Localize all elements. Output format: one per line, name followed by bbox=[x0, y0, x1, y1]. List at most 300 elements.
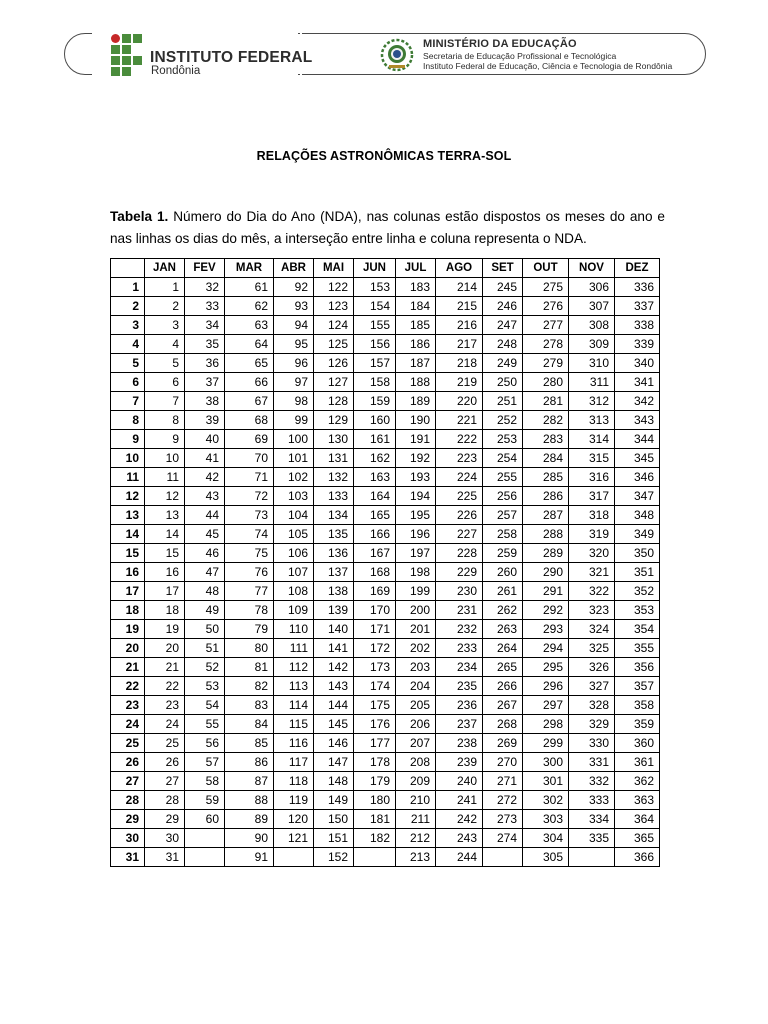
nda-cell: 362 bbox=[615, 772, 660, 791]
nda-cell: 162 bbox=[354, 449, 396, 468]
nda-cell: 114 bbox=[274, 696, 314, 715]
month-header-nov: NOV bbox=[569, 259, 615, 278]
nda-cell: 327 bbox=[569, 677, 615, 696]
nda-cell: 92 bbox=[274, 278, 314, 297]
month-header-jul: JUL bbox=[396, 259, 436, 278]
nda-cell: 341 bbox=[615, 373, 660, 392]
nda-cell: 67 bbox=[225, 392, 274, 411]
table-row bbox=[111, 715, 660, 734]
nda-cell: 253 bbox=[483, 430, 523, 449]
document-title: RELAÇÕES ASTRONÔMICAS TERRA-SOL bbox=[256, 149, 512, 163]
day-label: 1 bbox=[111, 278, 145, 297]
day-label: 13 bbox=[111, 506, 145, 525]
nda-cell: 35 bbox=[185, 335, 225, 354]
nda-cell: 24 bbox=[145, 715, 185, 734]
nda-cell: 296 bbox=[523, 677, 569, 696]
nda-cell: 98 bbox=[274, 392, 314, 411]
nda-cell: 33 bbox=[185, 297, 225, 316]
nda-cell: 251 bbox=[483, 392, 523, 411]
nda-cell: 294 bbox=[523, 639, 569, 658]
nda-cell: 230 bbox=[436, 582, 483, 601]
nda-cell: 275 bbox=[523, 278, 569, 297]
nda-cell: 332 bbox=[569, 772, 615, 791]
table-row bbox=[111, 696, 660, 715]
nda-cell: 75 bbox=[225, 544, 274, 563]
nda-cell: 74 bbox=[225, 525, 274, 544]
nda-cell: 102 bbox=[274, 468, 314, 487]
table-row bbox=[111, 411, 660, 430]
nda-cell: 90 bbox=[225, 829, 274, 848]
nda-cell: 100 bbox=[274, 430, 314, 449]
nda-cell: 99 bbox=[274, 411, 314, 430]
nda-cell: 267 bbox=[483, 696, 523, 715]
nda-cell: 2 bbox=[145, 297, 185, 316]
nda-cell: 106 bbox=[274, 544, 314, 563]
nda-cell: 284 bbox=[523, 449, 569, 468]
day-label: 24 bbox=[111, 715, 145, 734]
day-label: 11 bbox=[111, 468, 145, 487]
nda-cell: 118 bbox=[274, 772, 314, 791]
nda-cell: 357 bbox=[615, 677, 660, 696]
nda-cell: 127 bbox=[314, 373, 354, 392]
secretariat-line: Secretaria de Educação Profissional e Tecnológica bbox=[423, 51, 617, 61]
nda-cell: 22 bbox=[145, 677, 185, 696]
nda-cell: 344 bbox=[615, 430, 660, 449]
nda-cell: 331 bbox=[569, 753, 615, 772]
nda-cell: 143 bbox=[314, 677, 354, 696]
nda-cell: 72 bbox=[225, 487, 274, 506]
table-row bbox=[111, 506, 660, 525]
nda-cell: 46 bbox=[185, 544, 225, 563]
nda-cell: 266 bbox=[483, 677, 523, 696]
nda-cell: 160 bbox=[354, 411, 396, 430]
nda-cell: 227 bbox=[436, 525, 483, 544]
nda-cell: 310 bbox=[569, 354, 615, 373]
nda-cell: 363 bbox=[615, 791, 660, 810]
nda-cell: 300 bbox=[523, 753, 569, 772]
nda-cell: 337 bbox=[615, 297, 660, 316]
nda-cell: 7 bbox=[145, 392, 185, 411]
nda-cell: 65 bbox=[225, 354, 274, 373]
nda-cell: 309 bbox=[569, 335, 615, 354]
nda-cell: 166 bbox=[354, 525, 396, 544]
nda-cell: 348 bbox=[615, 506, 660, 525]
nda-cell: 330 bbox=[569, 734, 615, 753]
nda-cell: 233 bbox=[436, 639, 483, 658]
nda-cell: 265 bbox=[483, 658, 523, 677]
nda-cell: 84 bbox=[225, 715, 274, 734]
nda-cell: 359 bbox=[615, 715, 660, 734]
nda-cell: 361 bbox=[615, 753, 660, 772]
nda-cell: 319 bbox=[569, 525, 615, 544]
table-row bbox=[111, 487, 660, 506]
nda-cell: 185 bbox=[396, 316, 436, 335]
day-label: 16 bbox=[111, 563, 145, 582]
table-row bbox=[111, 734, 660, 753]
nda-cell: 23 bbox=[145, 696, 185, 715]
nda-cell: 21 bbox=[145, 658, 185, 677]
nda-cell: 141 bbox=[314, 639, 354, 658]
nda-cell: 132 bbox=[314, 468, 354, 487]
nda-cell: 105 bbox=[274, 525, 314, 544]
day-label: 20 bbox=[111, 639, 145, 658]
nda-cell: 112 bbox=[274, 658, 314, 677]
nda-cell: 93 bbox=[274, 297, 314, 316]
nda-cell: 285 bbox=[523, 468, 569, 487]
nda-cell: 242 bbox=[436, 810, 483, 829]
nda-cell: 121 bbox=[274, 829, 314, 848]
day-label: 17 bbox=[111, 582, 145, 601]
nda-cell: 209 bbox=[396, 772, 436, 791]
day-label: 15 bbox=[111, 544, 145, 563]
nda-cell: 159 bbox=[354, 392, 396, 411]
nda-cell: 364 bbox=[615, 810, 660, 829]
nda-cell: 340 bbox=[615, 354, 660, 373]
day-label: 21 bbox=[111, 658, 145, 677]
nda-cell: 311 bbox=[569, 373, 615, 392]
nda-cell: 282 bbox=[523, 411, 569, 430]
nda-cell: 215 bbox=[436, 297, 483, 316]
day-label: 4 bbox=[111, 335, 145, 354]
nda-cell: 116 bbox=[274, 734, 314, 753]
nda-cell: 115 bbox=[274, 715, 314, 734]
nda-cell: 306 bbox=[569, 278, 615, 297]
nda-cell: 17 bbox=[145, 582, 185, 601]
brazil-coat-of-arms-icon bbox=[380, 38, 414, 72]
nda-cell: 64 bbox=[225, 335, 274, 354]
nda-cell: 318 bbox=[569, 506, 615, 525]
nda-cell: 43 bbox=[185, 487, 225, 506]
nda-cell: 170 bbox=[354, 601, 396, 620]
nda-cell: 268 bbox=[483, 715, 523, 734]
nda-cell: 322 bbox=[569, 582, 615, 601]
ministry-block bbox=[423, 38, 672, 71]
nda-cell: 11 bbox=[145, 468, 185, 487]
table-row bbox=[111, 430, 660, 449]
nda-cell: 235 bbox=[436, 677, 483, 696]
month-header-mar: MAR bbox=[225, 259, 274, 278]
table-row bbox=[111, 373, 660, 392]
nda-cell: 13 bbox=[145, 506, 185, 525]
nda-cell: 297 bbox=[523, 696, 569, 715]
nda-cell: 213 bbox=[396, 848, 436, 867]
nda-cell: 135 bbox=[314, 525, 354, 544]
nda-cell: 95 bbox=[274, 335, 314, 354]
nda-cell: 205 bbox=[396, 696, 436, 715]
nda-cell: 241 bbox=[436, 791, 483, 810]
nda-cell: 9 bbox=[145, 430, 185, 449]
nda-cell: 49 bbox=[185, 601, 225, 620]
table-row bbox=[111, 563, 660, 582]
nda-cell: 258 bbox=[483, 525, 523, 544]
nda-cell bbox=[185, 848, 225, 867]
nda-cell: 168 bbox=[354, 563, 396, 582]
nda-cell: 292 bbox=[523, 601, 569, 620]
nda-cell: 256 bbox=[483, 487, 523, 506]
nda-cell: 307 bbox=[569, 297, 615, 316]
nda-cell: 192 bbox=[396, 449, 436, 468]
nda-cell: 180 bbox=[354, 791, 396, 810]
nda-cell: 4 bbox=[145, 335, 185, 354]
nda-cell: 10 bbox=[145, 449, 185, 468]
nda-cell: 269 bbox=[483, 734, 523, 753]
nda-cell: 183 bbox=[396, 278, 436, 297]
nda-cell: 78 bbox=[225, 601, 274, 620]
nda-cell: 129 bbox=[314, 411, 354, 430]
nda-cell: 136 bbox=[314, 544, 354, 563]
day-label: 29 bbox=[111, 810, 145, 829]
month-header-set: SET bbox=[483, 259, 523, 278]
nda-cell: 145 bbox=[314, 715, 354, 734]
nda-cell: 89 bbox=[225, 810, 274, 829]
nda-cell: 96 bbox=[274, 354, 314, 373]
nda-cell: 325 bbox=[569, 639, 615, 658]
nda-cell: 229 bbox=[436, 563, 483, 582]
nda-cell: 219 bbox=[436, 373, 483, 392]
nda-cell: 148 bbox=[314, 772, 354, 791]
nda-cell: 138 bbox=[314, 582, 354, 601]
nda-cell: 37 bbox=[185, 373, 225, 392]
nda-cell: 8 bbox=[145, 411, 185, 430]
nda-cell: 274 bbox=[483, 829, 523, 848]
nda-cell: 317 bbox=[569, 487, 615, 506]
nda-cell: 184 bbox=[396, 297, 436, 316]
nda-cell: 216 bbox=[436, 316, 483, 335]
nda-cell: 26 bbox=[145, 753, 185, 772]
nda-cell: 298 bbox=[523, 715, 569, 734]
day-label: 28 bbox=[111, 791, 145, 810]
nda-cell: 260 bbox=[483, 563, 523, 582]
nda-cell: 277 bbox=[523, 316, 569, 335]
nda-cell: 279 bbox=[523, 354, 569, 373]
day-label: 7 bbox=[111, 392, 145, 411]
nda-cell: 249 bbox=[483, 354, 523, 373]
nda-cell: 41 bbox=[185, 449, 225, 468]
nda-cell: 52 bbox=[185, 658, 225, 677]
nda-cell: 47 bbox=[185, 563, 225, 582]
nda-cell: 231 bbox=[436, 601, 483, 620]
nda-cell: 271 bbox=[483, 772, 523, 791]
day-label: 19 bbox=[111, 620, 145, 639]
nda-cell: 347 bbox=[615, 487, 660, 506]
nda-cell: 32 bbox=[185, 278, 225, 297]
nda-cell: 255 bbox=[483, 468, 523, 487]
nda-cell: 62 bbox=[225, 297, 274, 316]
nda-cell: 305 bbox=[523, 848, 569, 867]
nda-cell: 45 bbox=[185, 525, 225, 544]
nda-cell: 28 bbox=[145, 791, 185, 810]
nda-cell: 323 bbox=[569, 601, 615, 620]
nda-cell: 182 bbox=[354, 829, 396, 848]
nda-cell: 193 bbox=[396, 468, 436, 487]
nda-cell: 259 bbox=[483, 544, 523, 563]
nda-cell: 108 bbox=[274, 582, 314, 601]
nda-cell: 29 bbox=[145, 810, 185, 829]
nda-cell: 190 bbox=[396, 411, 436, 430]
nda-cell: 356 bbox=[615, 658, 660, 677]
nda-cell: 191 bbox=[396, 430, 436, 449]
nda-cell: 59 bbox=[185, 791, 225, 810]
table-row bbox=[111, 677, 660, 696]
nda-cell: 186 bbox=[396, 335, 436, 354]
nda-cell: 250 bbox=[483, 373, 523, 392]
nda-cell: 124 bbox=[314, 316, 354, 335]
nda-cell: 111 bbox=[274, 639, 314, 658]
nda-cell: 290 bbox=[523, 563, 569, 582]
nda-cell: 147 bbox=[314, 753, 354, 772]
nda-cell: 83 bbox=[225, 696, 274, 715]
month-header-ago: AGO bbox=[436, 259, 483, 278]
nda-cell: 365 bbox=[615, 829, 660, 848]
nda-cell: 333 bbox=[569, 791, 615, 810]
month-header-jan: JAN bbox=[145, 259, 185, 278]
nda-cell: 156 bbox=[354, 335, 396, 354]
nda-cell: 328 bbox=[569, 696, 615, 715]
nda-cell: 14 bbox=[145, 525, 185, 544]
nda-cell: 202 bbox=[396, 639, 436, 658]
nda-cell: 58 bbox=[185, 772, 225, 791]
nda-cell: 178 bbox=[354, 753, 396, 772]
day-label: 22 bbox=[111, 677, 145, 696]
day-label: 30 bbox=[111, 829, 145, 848]
nda-cell: 157 bbox=[354, 354, 396, 373]
nda-cell: 181 bbox=[354, 810, 396, 829]
nda-cell: 82 bbox=[225, 677, 274, 696]
day-label: 2 bbox=[111, 297, 145, 316]
nda-cell: 16 bbox=[145, 563, 185, 582]
nda-cell: 31 bbox=[145, 848, 185, 867]
month-header-out: OUT bbox=[523, 259, 569, 278]
table-row bbox=[111, 658, 660, 677]
nda-cell: 308 bbox=[569, 316, 615, 335]
nda-cell: 198 bbox=[396, 563, 436, 582]
day-label: 10 bbox=[111, 449, 145, 468]
nda-cell: 12 bbox=[145, 487, 185, 506]
nda-cell: 179 bbox=[354, 772, 396, 791]
nda-cell: 243 bbox=[436, 829, 483, 848]
nda-cell: 264 bbox=[483, 639, 523, 658]
nda-cell: 261 bbox=[483, 582, 523, 601]
table-row bbox=[111, 620, 660, 639]
nda-cell: 262 bbox=[483, 601, 523, 620]
nda-cell: 351 bbox=[615, 563, 660, 582]
nda-cell: 163 bbox=[354, 468, 396, 487]
nda-cell: 140 bbox=[314, 620, 354, 639]
nda-cell: 30 bbox=[145, 829, 185, 848]
if-logo-icon bbox=[111, 34, 145, 76]
nda-cell: 87 bbox=[225, 772, 274, 791]
nda-cell: 326 bbox=[569, 658, 615, 677]
nda-cell: 51 bbox=[185, 639, 225, 658]
nda-cell: 60 bbox=[185, 810, 225, 829]
nda-cell: 130 bbox=[314, 430, 354, 449]
nda-cell: 79 bbox=[225, 620, 274, 639]
nda-cell: 303 bbox=[523, 810, 569, 829]
nda-cell: 113 bbox=[274, 677, 314, 696]
nda-cell: 165 bbox=[354, 506, 396, 525]
nda-cell: 172 bbox=[354, 639, 396, 658]
nda-cell: 164 bbox=[354, 487, 396, 506]
nda-cell: 174 bbox=[354, 677, 396, 696]
nda-cell: 320 bbox=[569, 544, 615, 563]
day-label: 5 bbox=[111, 354, 145, 373]
nda-cell: 222 bbox=[436, 430, 483, 449]
nda-cell: 161 bbox=[354, 430, 396, 449]
nda-cell: 349 bbox=[615, 525, 660, 544]
nda-cell: 18 bbox=[145, 601, 185, 620]
nda-cell: 206 bbox=[396, 715, 436, 734]
day-label: 25 bbox=[111, 734, 145, 753]
day-label: 14 bbox=[111, 525, 145, 544]
nda-cell: 56 bbox=[185, 734, 225, 753]
nda-cell: 27 bbox=[145, 772, 185, 791]
table-row bbox=[111, 582, 660, 601]
nda-cell: 366 bbox=[615, 848, 660, 867]
nda-cell: 69 bbox=[225, 430, 274, 449]
nda-cell: 228 bbox=[436, 544, 483, 563]
nda-cell: 352 bbox=[615, 582, 660, 601]
nda-cell: 110 bbox=[274, 620, 314, 639]
nda-cell: 254 bbox=[483, 449, 523, 468]
day-label: 23 bbox=[111, 696, 145, 715]
nda-cell: 324 bbox=[569, 620, 615, 639]
nda-cell: 314 bbox=[569, 430, 615, 449]
nda-cell bbox=[274, 848, 314, 867]
nda-cell: 171 bbox=[354, 620, 396, 639]
nda-cell: 125 bbox=[314, 335, 354, 354]
nda-cell: 226 bbox=[436, 506, 483, 525]
nda-cell: 76 bbox=[225, 563, 274, 582]
nda-cell: 101 bbox=[274, 449, 314, 468]
nda-cell: 48 bbox=[185, 582, 225, 601]
nda-cell: 339 bbox=[615, 335, 660, 354]
nda-cell: 63 bbox=[225, 316, 274, 335]
nda-cell: 122 bbox=[314, 278, 354, 297]
nda-cell: 133 bbox=[314, 487, 354, 506]
nda-cell: 131 bbox=[314, 449, 354, 468]
nda-cell: 218 bbox=[436, 354, 483, 373]
nda-cell: 240 bbox=[436, 772, 483, 791]
nda-cell: 68 bbox=[225, 411, 274, 430]
nda-cell: 123 bbox=[314, 297, 354, 316]
nda-cell: 280 bbox=[523, 373, 569, 392]
nda-cell: 5 bbox=[145, 354, 185, 373]
nda-cell: 211 bbox=[396, 810, 436, 829]
nda-cell: 315 bbox=[569, 449, 615, 468]
nda-cell: 36 bbox=[185, 354, 225, 373]
table-caption bbox=[110, 206, 665, 250]
nda-cell: 117 bbox=[274, 753, 314, 772]
nda-cell bbox=[569, 848, 615, 867]
nda-cell: 169 bbox=[354, 582, 396, 601]
nda-cell: 217 bbox=[436, 335, 483, 354]
nda-cell: 158 bbox=[354, 373, 396, 392]
month-header-abr: ABR bbox=[274, 259, 314, 278]
day-label: 3 bbox=[111, 316, 145, 335]
nda-cell: 336 bbox=[615, 278, 660, 297]
nda-cell: 287 bbox=[523, 506, 569, 525]
nda-cell: 358 bbox=[615, 696, 660, 715]
nda-cell: 54 bbox=[185, 696, 225, 715]
nda-cell: 208 bbox=[396, 753, 436, 772]
institution-name: INSTITUTO FEDERAL bbox=[150, 49, 313, 66]
month-header-jun: JUN bbox=[354, 259, 396, 278]
nda-cell: 321 bbox=[569, 563, 615, 582]
nda-cell: 73 bbox=[225, 506, 274, 525]
nda-cell: 203 bbox=[396, 658, 436, 677]
day-label: 26 bbox=[111, 753, 145, 772]
day-label: 27 bbox=[111, 772, 145, 791]
